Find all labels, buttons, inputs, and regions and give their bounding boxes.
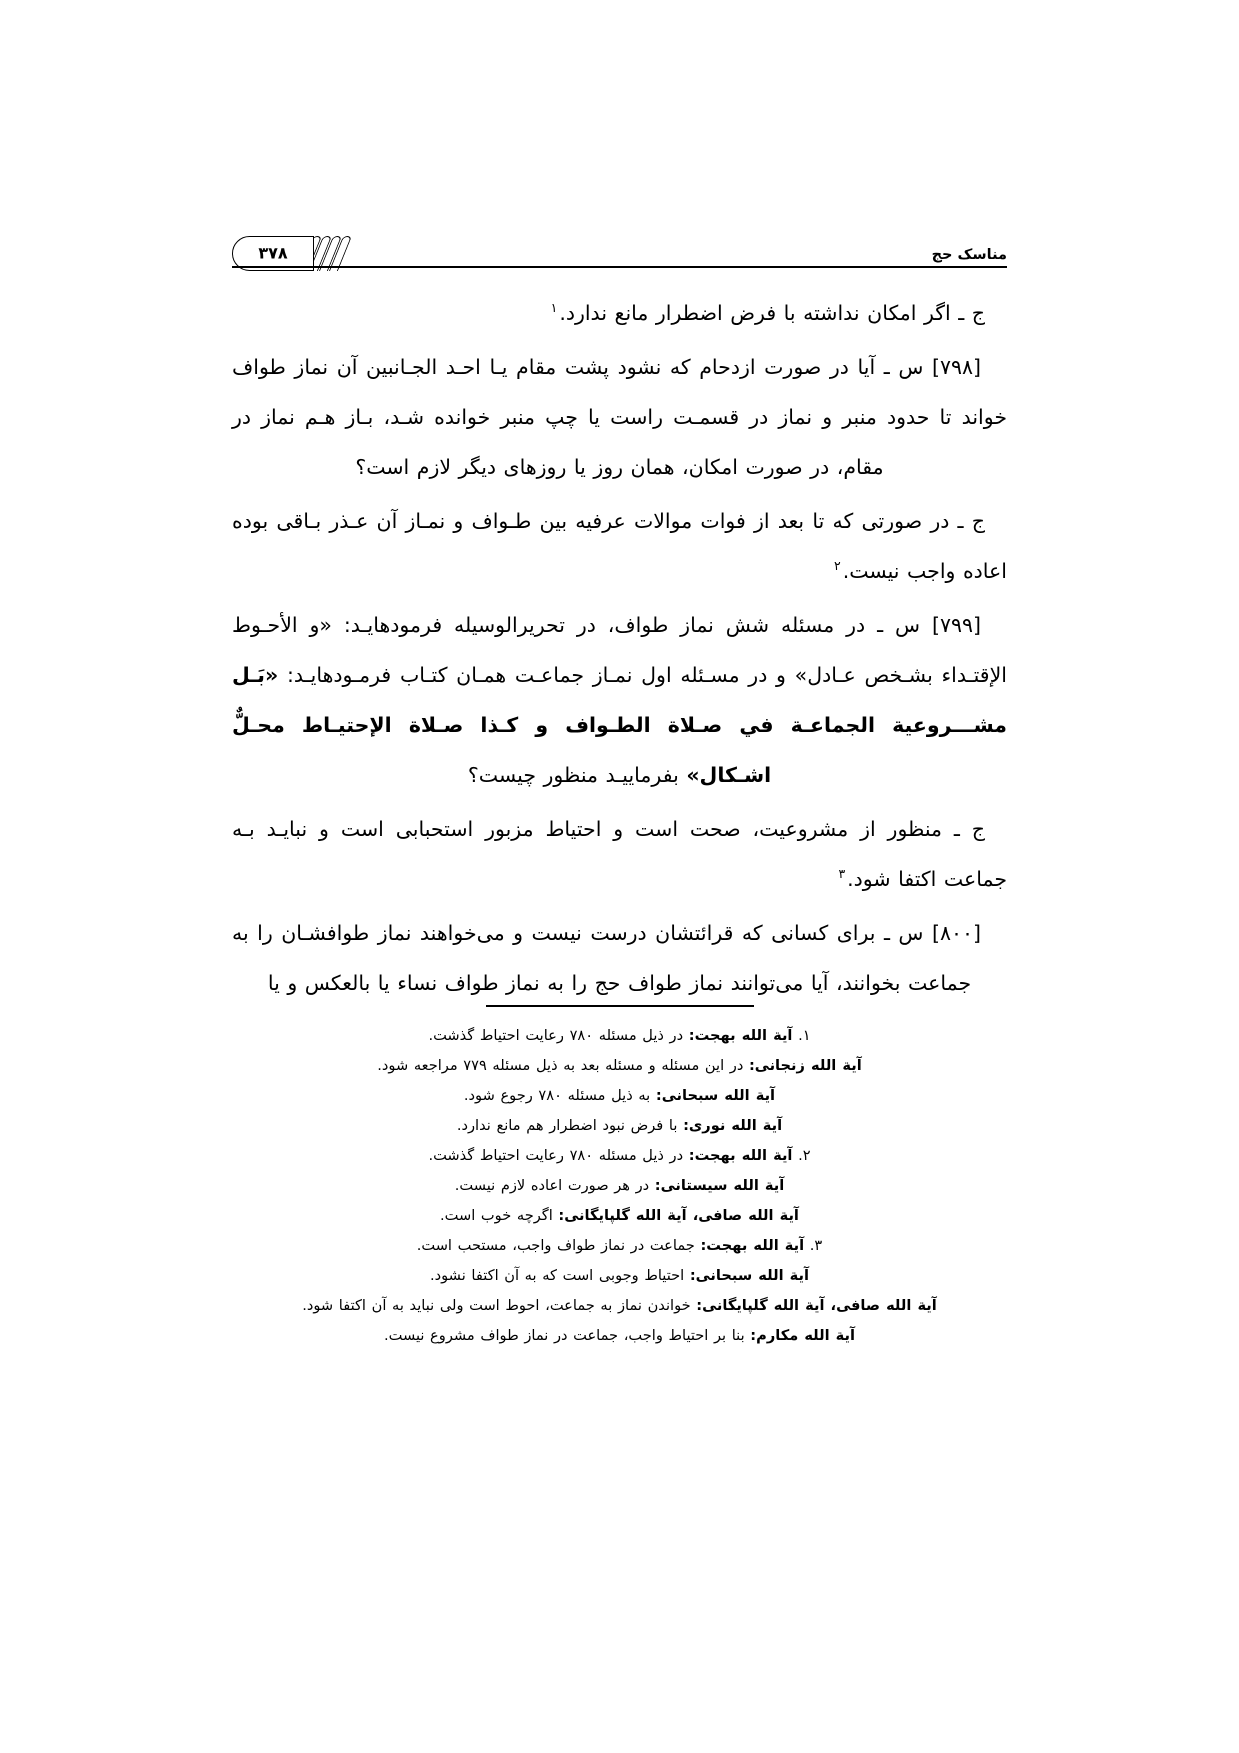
- footnote-text: در ذیل مسئله ۷۸۰ رعایت احتیاط گذشت.: [428, 1027, 684, 1044]
- footnote-text: اگرچه خوب است.: [440, 1207, 553, 1224]
- footnote-line: [232, 1051, 1007, 1081]
- footnote-text: بنا بر احتیاط واجب، جماعت در نماز طواف مشروع نیست.: [383, 1327, 745, 1344]
- authority-name: آية الله سبحانی:: [689, 1267, 809, 1284]
- footnote-text: در هر صورت اعاده لازم نیست.: [454, 1177, 650, 1194]
- footnote-line: [232, 1021, 1007, 1051]
- authority-name: آية الله نوری:: [683, 1117, 783, 1134]
- footnote-line: [232, 1201, 1007, 1231]
- page-number: ۳۷۸: [258, 243, 288, 263]
- footnote-text: در ذیل مسئله ۷۸۰ رعایت احتیاط گذشت.: [428, 1147, 684, 1164]
- header-rule: [232, 266, 1007, 268]
- footnote-marker: ۳.: [809, 1237, 823, 1254]
- answer-paragraph: [232, 288, 1007, 338]
- footnote-line: [232, 1291, 1007, 1321]
- footnote-line: [232, 1261, 1007, 1291]
- footnote-marker: ۱.: [798, 1027, 811, 1044]
- footnote-line: [232, 1111, 1007, 1141]
- authority-name: آية الله صافی، آية الله گلپایگانی:: [558, 1207, 799, 1224]
- footnote-text: با فرض نبود اضطرار هم مانع ندارد.: [456, 1117, 678, 1134]
- footnote-text: احتیاط وجوبی است که به آن اکتفا نشود.: [430, 1267, 685, 1284]
- footnote-line: [232, 1171, 1007, 1201]
- footnote-line: [232, 1231, 1007, 1261]
- answer-paragraph: [232, 804, 1007, 904]
- footnote-line: [232, 1141, 1007, 1171]
- authority-name: آية الله بهجت:: [688, 1027, 793, 1044]
- question-text-before: [۷۹۹] س ـ در مسئله شش نماز طواف، در تحریرالوسیله فرمودهایـد: «و الأحـوط الإقتـداء بشـخص عـادل» و در مسـئله اول نمـاز جماعـت همـان کتـاب فرمـودهایـد:: [232, 613, 1007, 687]
- footnote-ref: ۳: [838, 866, 846, 882]
- footnote-text: به ذیل مسئله ۷۸۰ رجوع شود.: [463, 1087, 651, 1104]
- authority-name: آية الله بهجت:: [700, 1237, 805, 1254]
- body-text: [232, 288, 1007, 1012]
- authority-name: آية الله زنجانی:: [748, 1057, 862, 1074]
- footnote-line: [232, 1081, 1007, 1111]
- question-text-after: بفرماییـد منظور چیست؟: [467, 763, 679, 787]
- footnote-separator-rule: [486, 1005, 754, 1007]
- footnote-text: خواندن نماز به جماعت، احوط است ولی نباید به آن اکتفا شود.: [302, 1297, 691, 1314]
- question-paragraph: [232, 600, 1007, 800]
- answer-text: ج ـ منظور از مشروعیت، صحت است و احتیاط مزبور استحبابی است و نبایـد بـه جماعت اکتفا شود.: [232, 817, 1007, 891]
- quoted-arabic-text: «بَـل مشـــروعية الجماعـة في صـلاة الطـواف و کـذا صـلاة الإحتيـاط محـلٌّ اشـکال»: [232, 663, 1007, 787]
- footnote-marker: ۲.: [798, 1147, 811, 1164]
- footnote-line: [232, 1321, 1007, 1351]
- running-header: [232, 222, 1007, 268]
- footnote-ref: ۲: [833, 558, 841, 574]
- question-text: [۷۹۸] س ـ آیا در صورت ازدحام که نشود پشت مقام یـا احـد الجـانبین آن نماز طواف خواند تا حدود منبر و نماز در قسمـت راست یا چپ منبر خوانده شـد، بـاز هـم نماز در مقام، در صورت امکان، همان روز یا روزهای دیگر لازم است؟: [232, 355, 1007, 479]
- book-title: مناسک حج: [931, 246, 1007, 263]
- authority-name: آية الله بهجت:: [688, 1147, 793, 1164]
- footnote-text: در این مسئله و مسئله بعد به ذیل مسئله ۷۷۹ مراجعه شود.: [377, 1057, 744, 1074]
- authority-name: آية الله سیستانی:: [654, 1177, 785, 1194]
- footnote-block: [232, 1005, 1007, 1351]
- answer-text: ج ـ در صورتی که تا بعد از فوات موالات عرفیه بین طـواف و نمـاز آن عـذر بـاقی بوده اعاده واجب نیست.: [232, 509, 1007, 583]
- footnote-ref: ۱: [550, 300, 558, 316]
- footnote-text: جماعت در نماز طواف واجب، مستحب است.: [416, 1237, 695, 1254]
- answer-text: ج ـ اگر امکان نداشته با فرض اضطرار مانع ندارد.: [559, 301, 985, 325]
- authority-name: آية الله صافی، آية الله گلپایگانی:: [696, 1297, 937, 1314]
- question-paragraph: [232, 908, 1007, 1008]
- question-text: [۸۰۰] س ـ برای کسانی که قرائتشان درست نیست و می‌خواهند نماز طوافشـان را به جماعت بخوانند، آیا می‌توانند نماز طواف حج را به نماز طواف نساء یا بالعکس و یا: [232, 921, 981, 995]
- authority-name: آية الله مکارم:: [750, 1327, 856, 1344]
- question-paragraph: [232, 342, 1007, 492]
- authority-name: آية الله سبحانی:: [655, 1087, 776, 1104]
- answer-paragraph: [232, 496, 1007, 596]
